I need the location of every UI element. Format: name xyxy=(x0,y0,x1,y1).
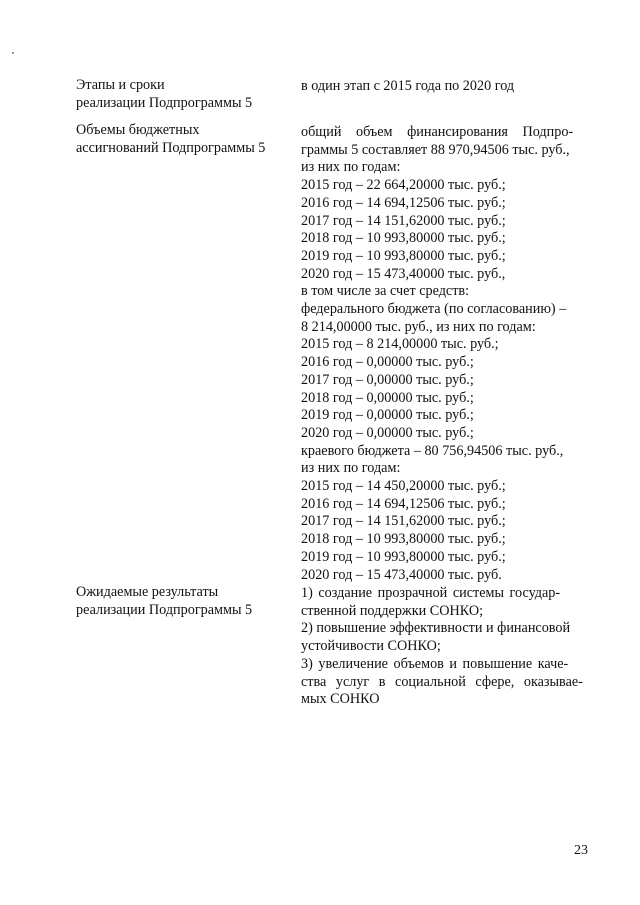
row-label-line: реализации Подпрограммы 5 xyxy=(76,95,253,111)
content-line: устойчивости СОНКО; xyxy=(301,638,441,655)
row-content xyxy=(301,585,591,709)
content-line: из них по годам: xyxy=(301,159,401,176)
content-line: 2020 год – 15 473,40000 тыс. руб. xyxy=(301,566,502,583)
row-content xyxy=(301,124,591,584)
content-line: 2015 год – 14 450,20000 тыс. руб.; xyxy=(301,478,506,495)
content-line: 2018 год – 0,00000 тыс. руб.; xyxy=(301,389,474,406)
row-label-line: реализации Подпрограммы 5 xyxy=(76,602,253,618)
content-line: 2020 год – 0,00000 тыс. руб.; xyxy=(301,424,474,441)
content-line: 2015 год – 8 214,00000 тыс. руб.; xyxy=(301,336,499,353)
content-line: общий объем финансирования Подпро- xyxy=(301,124,574,140)
content-line: федерального бюджета (по согласованию) – xyxy=(301,301,567,318)
content-line: 2016 год – 14 694,12506 тыс. руб.; xyxy=(301,495,506,512)
content-line: 2017 год – 14 151,62000 тыс. руб.; xyxy=(301,513,506,530)
content-line: 2017 год – 0,00000 тыс. руб.; xyxy=(301,371,474,388)
content-line: 2017 год – 14 151,62000 тыс. руб.; xyxy=(301,212,506,229)
page-number: 23 xyxy=(574,843,588,858)
content-line: 2019 год – 10 993,80000 тыс. руб.; xyxy=(301,548,506,565)
content-line: 2019 год – 0,00000 тыс. руб.; xyxy=(301,407,474,424)
content-line: ства услуг в социальной сфере, оказывае- xyxy=(301,673,583,690)
content-line: 2020 год – 15 473,40000 тыс. руб., xyxy=(301,265,506,282)
content-line: краевого бюджета – 80 756,94506 тыс. руб., xyxy=(301,442,564,459)
row-label xyxy=(76,583,281,619)
row-label-line: Этапы и сроки xyxy=(76,77,165,93)
content-line: 2018 год – 10 993,80000 тыс. руб.; xyxy=(301,531,506,548)
content-line: в том числе за счет средств: xyxy=(301,283,470,300)
content-line: мых СОНКО xyxy=(301,691,380,708)
content-line: 2) повышение эффективности и финансовой xyxy=(301,620,571,637)
content-line: 2019 год – 10 993,80000 тыс. руб.; xyxy=(301,247,506,264)
content-line: 3) увеличение объемов и повышение каче- xyxy=(301,655,569,672)
content-line: 8 214,00000 тыс. руб., из них по годам: xyxy=(301,318,536,335)
scan-mark xyxy=(12,52,14,54)
content-line: из них по годам: xyxy=(301,460,401,477)
row-label-line: Ожидаемые результаты xyxy=(76,584,219,600)
content-line: 2018 год – 10 993,80000 тыс. руб.; xyxy=(301,230,506,247)
row-label xyxy=(76,121,281,157)
row-label xyxy=(76,76,281,112)
content-line: 2015 год – 22 664,20000 тыс. руб.; xyxy=(301,177,506,194)
row-label-line: Объемы бюджетных xyxy=(76,122,200,138)
content-line: ственной поддержки СОНКО; xyxy=(301,602,484,619)
content-line: в один этап с 2015 года по 2020 год xyxy=(301,78,515,94)
content-line: граммы 5 составляет 88 970,94506 тыс. руб., xyxy=(301,141,570,158)
row-label-line: ассигнований Подпрограммы 5 xyxy=(76,140,266,156)
content-line: 2016 год – 0,00000 тыс. руб.; xyxy=(301,354,474,371)
content-line: 2016 год – 14 694,12506 тыс. руб.; xyxy=(301,194,506,211)
content-line: 1) создание прозрачной системы государ- xyxy=(301,585,561,601)
row-content xyxy=(301,78,591,96)
